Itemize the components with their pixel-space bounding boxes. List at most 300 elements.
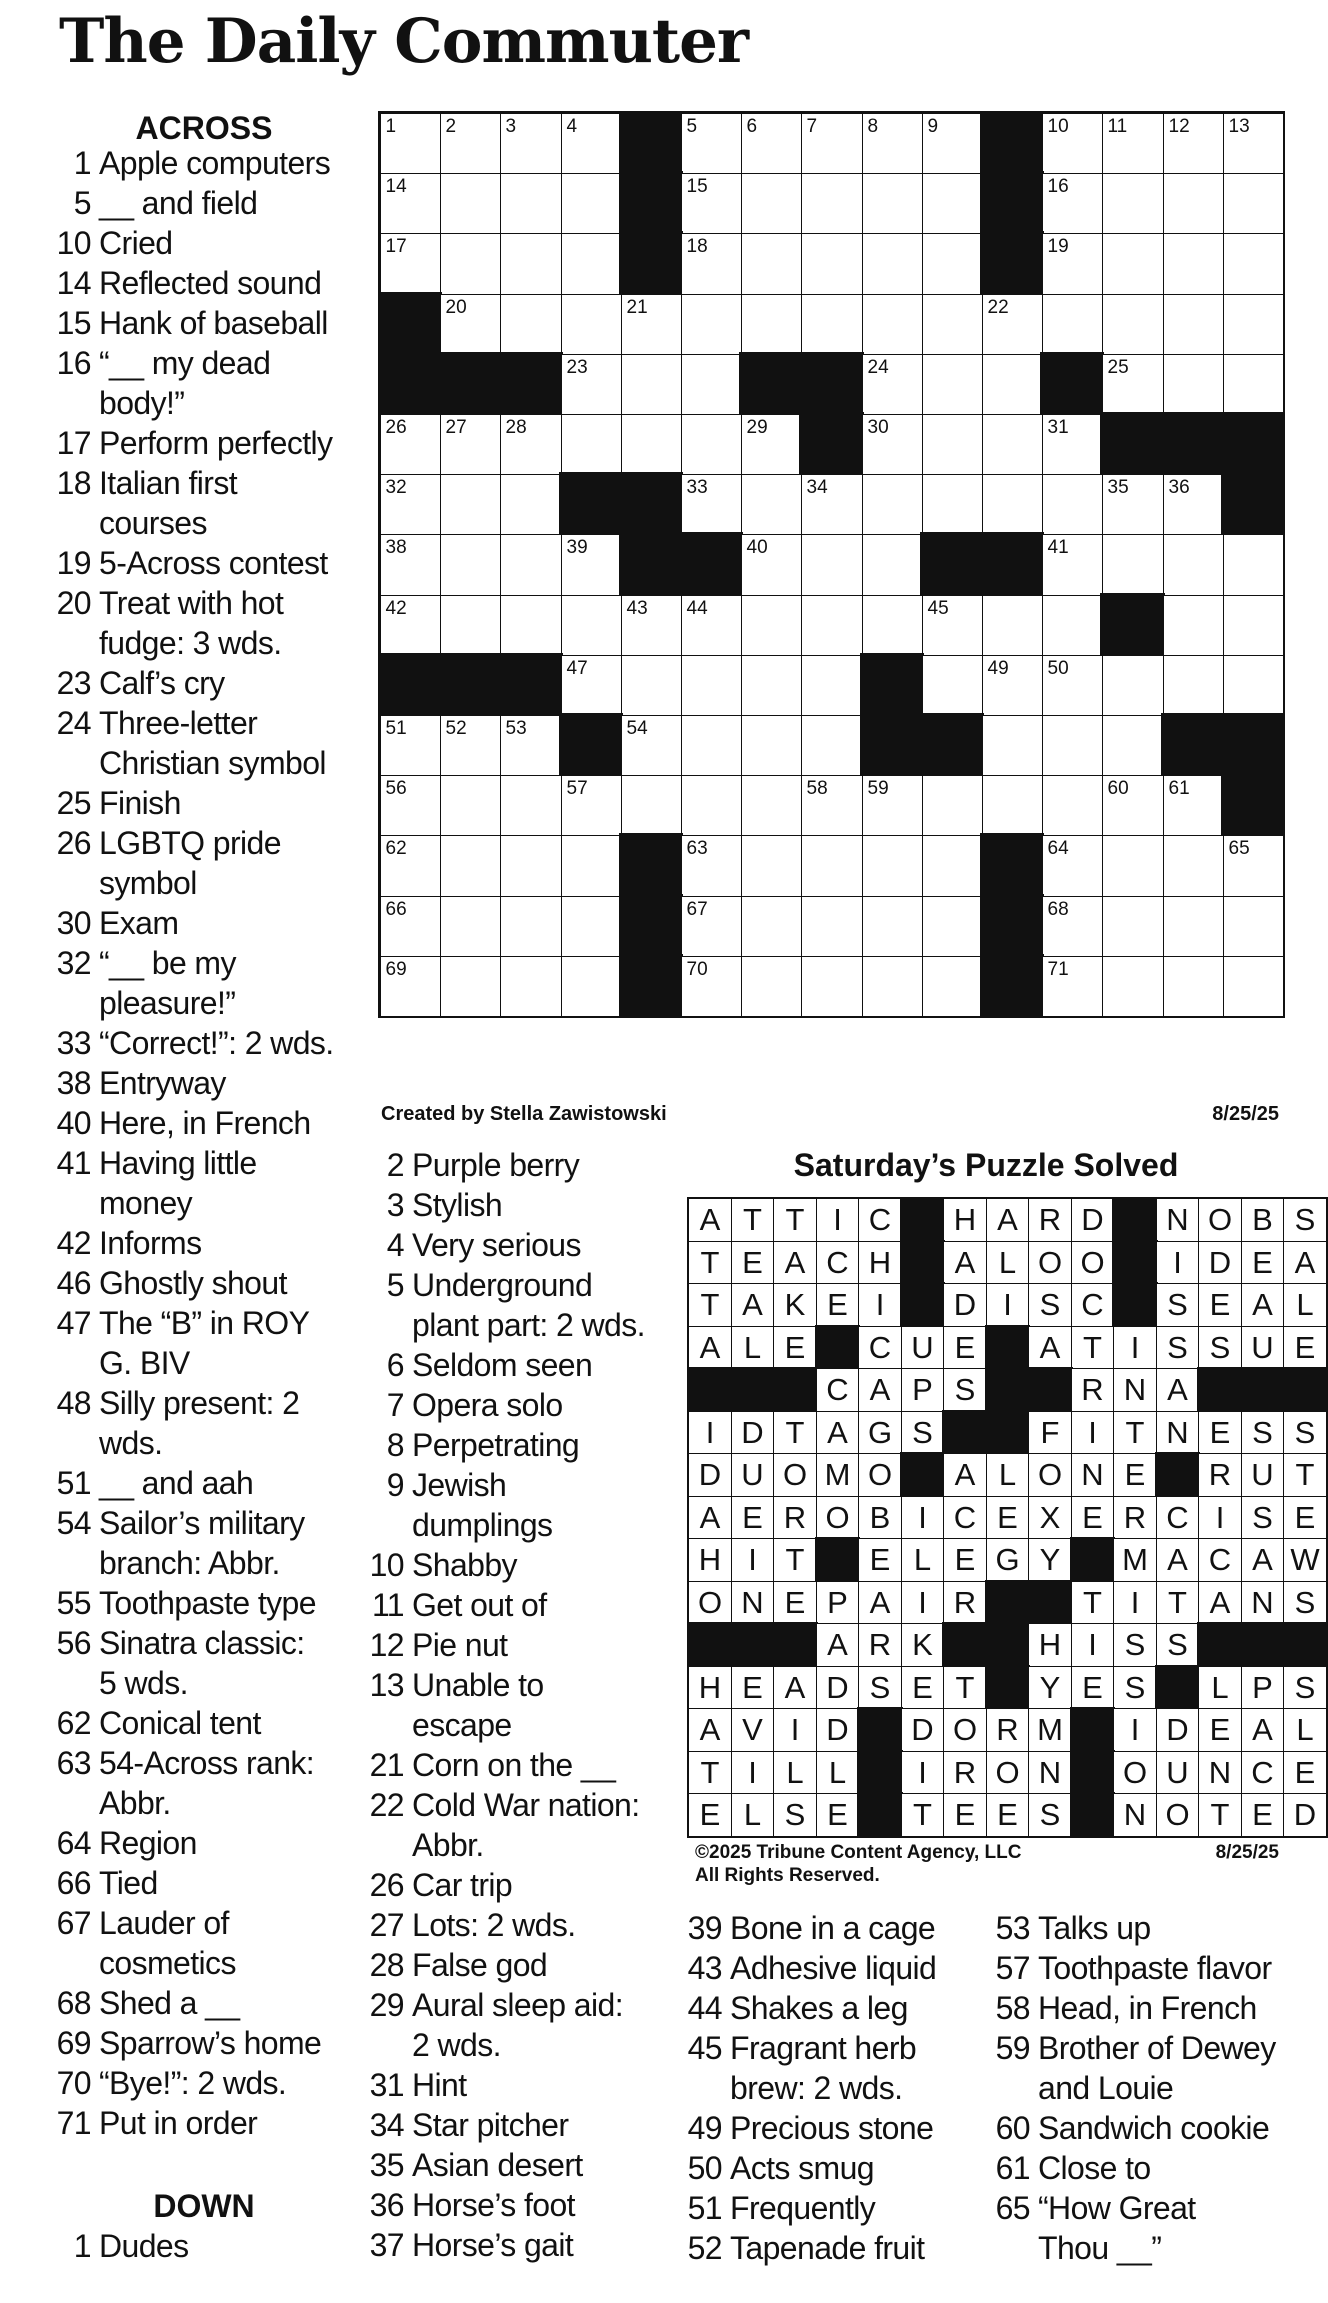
grid-cell[interactable] (742, 897, 801, 956)
grid-cell[interactable] (1164, 234, 1223, 294)
grid-cell[interactable] (863, 114, 922, 173)
grid-cell[interactable] (1164, 475, 1223, 534)
grid-cell[interactable] (501, 897, 561, 956)
grid-cell[interactable] (983, 716, 1042, 775)
black-square (378, 653, 442, 717)
solution-letter: I (902, 1582, 943, 1623)
clue-text: branch: Abbr. (99, 1545, 280, 1581)
solution-letter: C (859, 1327, 901, 1368)
solution-letter: P (1242, 1667, 1283, 1708)
grid-cell[interactable] (1164, 355, 1223, 414)
solution-letter: A (1199, 1582, 1241, 1623)
solution-letter: E (944, 1794, 986, 1836)
grid-cell[interactable] (863, 355, 922, 414)
solution-black-square (985, 1367, 1030, 1413)
grid-cell[interactable] (441, 234, 500, 294)
down-heading: DOWN (153, 2188, 255, 2224)
clue-line (0, 423, 340, 463)
grid-cell[interactable] (501, 174, 561, 233)
cell-number: 30 (867, 416, 889, 438)
grid-cell[interactable] (682, 114, 741, 173)
grid-cell[interactable] (802, 957, 862, 1016)
solution-letter: N (1157, 1412, 1198, 1453)
grid-cell[interactable] (562, 234, 621, 294)
grid-cell[interactable] (1043, 535, 1102, 595)
grid-cell[interactable] (501, 776, 561, 835)
grid-cell[interactable] (381, 957, 440, 1016)
grid-cell[interactable] (1103, 656, 1163, 715)
grid-cell[interactable] (1164, 776, 1223, 835)
grid-cell[interactable] (682, 897, 741, 956)
grid-cell[interactable] (923, 897, 982, 956)
grid-cell[interactable] (682, 596, 741, 655)
grid-cell[interactable] (983, 596, 1042, 655)
grid-cell[interactable] (1103, 836, 1163, 896)
grid-cell[interactable] (863, 535, 922, 595)
grid-cell[interactable] (1043, 475, 1102, 534)
grid-cell[interactable] (1164, 656, 1223, 715)
clue-text: LGBTQ pride (99, 825, 281, 861)
clue-line (0, 2023, 340, 2063)
solution-letter: C (859, 1199, 901, 1241)
grid-cell[interactable] (923, 656, 982, 715)
grid-cell[interactable] (562, 656, 621, 715)
grid-cell[interactable] (682, 716, 741, 775)
solution-letter: S (1157, 1327, 1198, 1368)
clue-line (983, 1988, 1293, 2028)
clue-line (365, 1665, 665, 1705)
grid-cell[interactable] (742, 656, 801, 715)
grid-cell[interactable] (381, 535, 440, 595)
grid-cell[interactable] (863, 415, 922, 474)
grid-cell[interactable] (562, 295, 621, 354)
grid-cell[interactable] (983, 295, 1042, 354)
black-square (619, 894, 683, 958)
grid-cell[interactable] (562, 174, 621, 233)
clue-number (365, 1705, 412, 1745)
clue-text: Purple berry (412, 1147, 580, 1183)
grid-cell[interactable] (742, 295, 801, 354)
grid-cell[interactable] (381, 475, 440, 534)
clue-text: Seldom seen (412, 1347, 593, 1383)
grid-cell[interactable] (682, 415, 741, 474)
clue-text: Abbr. (99, 1785, 171, 1821)
clue-line (678, 2028, 978, 2068)
grid-cell[interactable] (923, 415, 982, 474)
copyright-line-1: ©2025 Tribune Content Agency, LLC (695, 1842, 1022, 1863)
grid-cell[interactable] (1103, 716, 1163, 775)
grid-cell[interactable] (682, 355, 741, 414)
grid-cell[interactable] (863, 836, 922, 896)
grid-cell[interactable] (562, 776, 621, 835)
grid-cell[interactable] (742, 776, 801, 835)
black-square (1161, 412, 1225, 476)
grid-cell[interactable] (622, 716, 681, 775)
solution-letter: O (689, 1582, 731, 1623)
grid-cell[interactable] (802, 776, 862, 835)
grid-cell[interactable] (562, 114, 621, 173)
grid-cell[interactable] (742, 415, 801, 474)
grid-cell[interactable] (682, 295, 741, 354)
grid-cell[interactable] (1103, 295, 1163, 354)
clue-number: 36 (369, 2187, 404, 2223)
grid-cell[interactable] (923, 596, 982, 655)
grid-cell[interactable] (802, 656, 862, 715)
grid-cell[interactable] (923, 174, 982, 233)
grid-cell[interactable] (501, 415, 561, 474)
grid-cell[interactable] (1103, 355, 1163, 414)
clue-line (678, 2108, 978, 2148)
grid-cell[interactable] (1224, 897, 1283, 956)
black-square (438, 653, 502, 717)
black-square (1221, 412, 1285, 476)
grid-cell[interactable] (441, 897, 500, 956)
grid-cell[interactable] (1043, 234, 1102, 294)
grid-cell[interactable] (682, 475, 741, 534)
grid-cell[interactable] (441, 174, 500, 233)
grid-cell[interactable] (802, 234, 862, 294)
grid-cell[interactable] (441, 415, 500, 474)
grid-cell[interactable] (562, 415, 621, 474)
grid-cell[interactable] (381, 415, 440, 474)
grid-cell[interactable] (742, 535, 801, 595)
clue-line (0, 823, 340, 863)
grid-cell[interactable] (1103, 114, 1163, 173)
grid-cell[interactable] (682, 656, 741, 715)
black-square (619, 472, 683, 536)
grid-cell[interactable] (1164, 295, 1223, 354)
grid-cell[interactable] (923, 295, 982, 354)
grid-cell[interactable] (1103, 776, 1163, 835)
cell-number: 26 (385, 416, 407, 438)
grid-cell[interactable] (1103, 897, 1163, 956)
solution-letter: L (1284, 1284, 1326, 1326)
grid-cell[interactable] (682, 234, 741, 294)
grid-cell[interactable] (742, 836, 801, 896)
grid-cell[interactable] (742, 174, 801, 233)
grid-cell[interactable] (1043, 776, 1102, 835)
clue-line (983, 2228, 1293, 2268)
grid-cell[interactable] (983, 355, 1042, 414)
clue-line (0, 1023, 340, 1063)
grid-cell[interactable] (562, 355, 621, 414)
grid-cell[interactable] (441, 836, 500, 896)
grid-cell[interactable] (501, 234, 561, 294)
grid-cell[interactable] (742, 596, 801, 655)
grid-cell[interactable] (1224, 295, 1283, 354)
black-square (438, 352, 502, 416)
grid-cell[interactable] (983, 656, 1042, 715)
clue-text: 5 wds. (99, 1665, 188, 1701)
grid-cell[interactable] (1224, 355, 1283, 414)
grid-cell[interactable] (562, 836, 621, 896)
solution-black-square (985, 1580, 1030, 1625)
solution-letter: N (1114, 1369, 1156, 1411)
grid-cell[interactable] (441, 716, 500, 775)
clue-number: 14 (56, 265, 91, 301)
grid-cell[interactable] (441, 596, 500, 655)
grid-cell[interactable] (562, 535, 621, 595)
grid-cell[interactable] (1103, 957, 1163, 1016)
grid-cell[interactable] (1043, 415, 1102, 474)
grid-cell[interactable] (501, 716, 561, 775)
grid-cell[interactable] (1103, 174, 1163, 233)
solution-letter: U (732, 1454, 773, 1496)
grid-cell[interactable] (381, 897, 440, 956)
grid-cell[interactable] (1043, 114, 1102, 173)
grid-cell[interactable] (742, 234, 801, 294)
grid-cell[interactable] (562, 897, 621, 956)
grid-cell[interactable] (501, 475, 561, 534)
solution-letter: I (1072, 1412, 1113, 1453)
grid-cell[interactable] (1224, 656, 1283, 715)
clue-number: 67 (56, 1905, 91, 1941)
clue-line (0, 1983, 340, 2023)
grid-cell[interactable] (923, 355, 982, 414)
black-square (739, 352, 803, 416)
clue-line (0, 2226, 340, 2266)
grid-cell[interactable] (742, 957, 801, 1016)
grid-cell[interactable] (381, 114, 440, 173)
grid-cell[interactable] (1224, 114, 1283, 173)
black-square (980, 833, 1044, 898)
grid-cell[interactable] (983, 415, 1042, 474)
clue-text: Shabby (412, 1547, 517, 1583)
grid-cell[interactable] (742, 475, 801, 534)
grid-cell[interactable] (682, 957, 741, 1016)
grid-cell[interactable] (1103, 475, 1163, 534)
grid-cell[interactable] (802, 596, 862, 655)
solution-letter: O (859, 1454, 901, 1496)
grid-cell[interactable] (923, 776, 982, 835)
clue-line (0, 1823, 340, 1863)
grid-cell[interactable] (441, 475, 500, 534)
solution-letter: D (689, 1454, 731, 1496)
grid-cell[interactable] (1164, 174, 1223, 233)
grid-cell[interactable] (1043, 174, 1102, 233)
solution-letter: E (732, 1667, 773, 1708)
clue-text: Frequently (730, 2190, 876, 2226)
cell-number: 1 (385, 115, 397, 137)
solution-letter: N (1029, 1752, 1071, 1793)
clue-text: Informs (99, 1225, 202, 1261)
grid-cell[interactable] (501, 836, 561, 896)
grid-cell[interactable] (863, 596, 922, 655)
solution-letter: L (732, 1794, 773, 1836)
clue-line (0, 1623, 340, 1663)
clue-number: 53 (995, 1910, 1030, 1946)
clue-text: Italian first (99, 465, 238, 501)
clue-number: 37 (369, 2227, 404, 2263)
clue-line (0, 1063, 340, 1103)
solution-black-square (687, 1367, 733, 1413)
clue-line (365, 1625, 665, 1665)
grid-cell[interactable] (381, 776, 440, 835)
clue-text: Exam (99, 905, 179, 941)
solution-letter: O (817, 1497, 858, 1538)
grid-cell[interactable] (863, 174, 922, 233)
grid-cell[interactable] (501, 535, 561, 595)
clue-line (0, 663, 340, 703)
grid-cell[interactable] (501, 295, 561, 354)
grid-cell[interactable] (1164, 596, 1223, 655)
clue-line (0, 1743, 340, 1783)
grid-cell[interactable] (863, 776, 922, 835)
grid-cell[interactable] (501, 957, 561, 1016)
grid-cell[interactable] (863, 295, 922, 354)
solution-letter: T (1072, 1582, 1113, 1623)
cell-number: 36 (1168, 476, 1190, 498)
grid-cell[interactable] (562, 596, 621, 655)
grid-cell[interactable] (923, 114, 982, 173)
grid-cell[interactable] (983, 475, 1042, 534)
clue-text: Conical tent (99, 1705, 261, 1741)
grid-cell[interactable] (802, 716, 862, 775)
grid-cell[interactable] (1043, 596, 1102, 655)
grid-cell[interactable] (441, 295, 500, 354)
solution-black-square (1112, 1240, 1158, 1285)
solution-letter: E (817, 1794, 858, 1836)
grid-cell[interactable] (682, 776, 741, 835)
cell-number: 38 (385, 536, 407, 558)
grid-cell[interactable] (863, 475, 922, 534)
grid-cell[interactable] (802, 897, 862, 956)
grid-cell[interactable] (863, 957, 922, 1016)
clue-line (0, 1423, 340, 1463)
grid-cell[interactable] (1164, 897, 1223, 956)
solution-letter: N (1157, 1199, 1198, 1241)
grid-cell[interactable] (742, 114, 801, 173)
down-clue-list-2 (365, 1145, 665, 2265)
grid-cell[interactable] (923, 836, 982, 896)
grid-cell[interactable] (863, 234, 922, 294)
grid-cell[interactable] (1043, 716, 1102, 775)
solution-letter: A (1242, 1284, 1283, 1326)
grid-cell[interactable] (1224, 596, 1283, 655)
clue-line (0, 1783, 340, 1823)
grid-cell[interactable] (1103, 234, 1163, 294)
grid-cell[interactable] (381, 836, 440, 896)
grid-cell[interactable] (802, 174, 862, 233)
solution-letter: D (1072, 1199, 1113, 1241)
grid-cell[interactable] (802, 114, 862, 173)
grid-cell[interactable] (1043, 295, 1102, 354)
solution-letter: N (732, 1582, 773, 1623)
grid-cell[interactable] (441, 535, 500, 595)
solution-letter: E (1242, 1794, 1283, 1836)
grid-cell[interactable] (622, 355, 681, 414)
grid-cell[interactable] (1043, 897, 1102, 956)
clue-text: escape (412, 1707, 512, 1743)
solution-letter: N (1072, 1454, 1113, 1496)
grid-cell[interactable] (1103, 535, 1163, 595)
grid-cell[interactable] (381, 174, 440, 233)
cell-number: 16 (1047, 175, 1069, 197)
cell-number: 14 (385, 175, 407, 197)
grid-cell[interactable] (802, 475, 862, 534)
solution-letter: R (774, 1497, 816, 1538)
solution-letter: I (732, 1539, 773, 1581)
clue-number: 11 (371, 1587, 404, 1623)
grid-cell[interactable] (1043, 836, 1102, 896)
clue-number: 35 (369, 2147, 404, 2183)
clue-line (365, 2105, 665, 2145)
solution-letter: I (732, 1752, 773, 1793)
solution-letter: F (1029, 1412, 1071, 1453)
grid-cell[interactable] (923, 957, 982, 1016)
clue-number: 47 (56, 1305, 91, 1341)
grid-cell[interactable] (802, 836, 862, 896)
grid-cell[interactable] (1164, 114, 1223, 173)
grid-cell[interactable] (622, 596, 681, 655)
grid-cell[interactable] (381, 234, 440, 294)
grid-cell[interactable] (381, 596, 440, 655)
solution-black-square (985, 1622, 1030, 1668)
clue-line (0, 1943, 340, 1983)
clue-number: 21 (369, 1747, 404, 1783)
grid-cell[interactable] (1043, 656, 1102, 715)
clue-number (983, 2228, 1038, 2268)
grid-cell[interactable] (682, 836, 741, 896)
clue-number: 4 (386, 1227, 404, 1263)
clue-text: Shakes a leg (730, 1990, 908, 2026)
solution-letter: R (859, 1624, 901, 1666)
grid-cell[interactable] (441, 114, 500, 173)
grid-cell[interactable] (622, 776, 681, 835)
grid-cell[interactable] (1164, 836, 1223, 896)
solution-letter: S (944, 1369, 986, 1411)
grid-cell[interactable] (802, 295, 862, 354)
solution-letter: I (859, 1284, 901, 1326)
grid-cell[interactable] (983, 776, 1042, 835)
cell-number: 70 (686, 958, 708, 980)
grid-cell[interactable] (622, 295, 681, 354)
clue-text: Unable to (412, 1667, 544, 1703)
clue-text: “How Great (1038, 2190, 1196, 2226)
grid-cell[interactable] (802, 535, 862, 595)
grid-cell[interactable] (1224, 174, 1283, 233)
grid-cell[interactable] (1164, 957, 1223, 1016)
grid-cell[interactable] (622, 656, 681, 715)
grid-cell[interactable] (1224, 234, 1283, 294)
clue-line (0, 783, 340, 823)
grid-cell[interactable] (682, 174, 741, 233)
solution-letter: T (774, 1539, 816, 1581)
grid-cell[interactable] (1043, 957, 1102, 1016)
grid-cell[interactable] (381, 716, 440, 775)
grid-cell[interactable] (501, 114, 561, 173)
grid-cell[interactable] (1224, 957, 1283, 1016)
grid-cell[interactable] (863, 897, 922, 956)
grid-cell[interactable] (1224, 836, 1283, 896)
grid-cell[interactable] (441, 776, 500, 835)
clue-number (0, 743, 99, 783)
grid-cell[interactable] (441, 957, 500, 1016)
solution-letter: S (1029, 1284, 1071, 1326)
grid-cell[interactable] (742, 716, 801, 775)
grid-cell[interactable] (562, 957, 621, 1016)
grid-cell[interactable] (1164, 535, 1223, 595)
black-square (920, 532, 984, 597)
grid-cell[interactable] (923, 234, 982, 294)
clue-number: 34 (369, 2107, 404, 2143)
grid-cell[interactable] (923, 475, 982, 534)
grid-cell[interactable] (1224, 535, 1283, 595)
solution-letter: D (732, 1412, 773, 1453)
clue-number: 8 (386, 1427, 404, 1463)
grid-cell[interactable] (622, 415, 681, 474)
grid-cell[interactable] (501, 596, 561, 655)
